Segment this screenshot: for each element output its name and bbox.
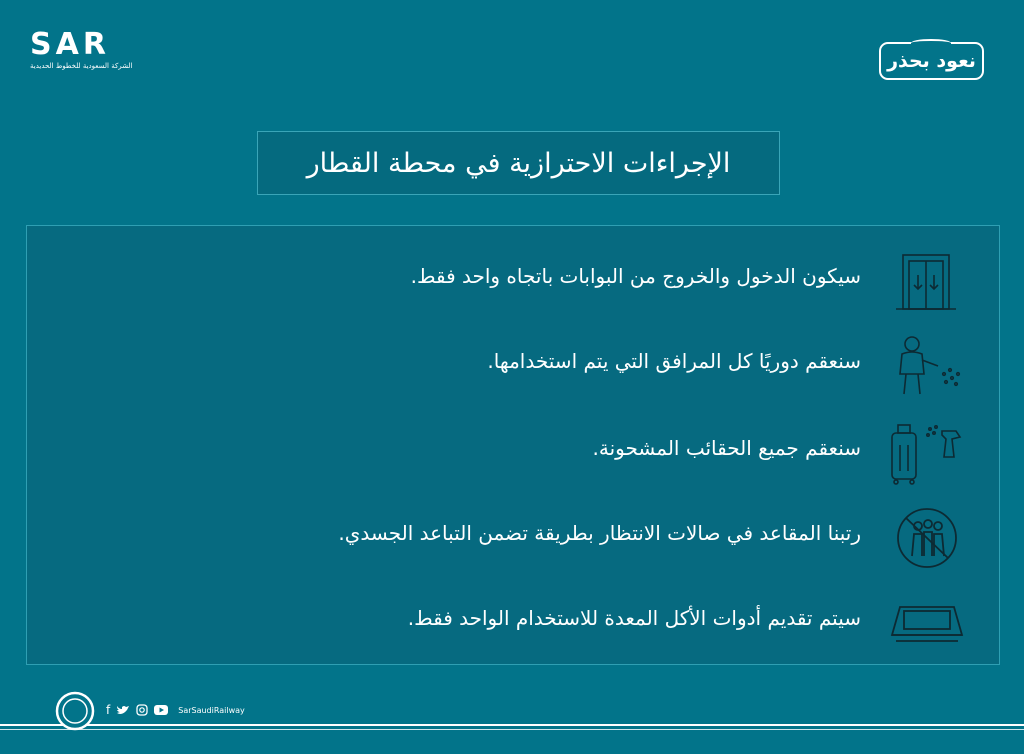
logo-subtitle: الشركة السعودية للخطوط الحديدية xyxy=(30,62,133,70)
list-item xyxy=(27,244,1001,314)
social-handle: SarSaudiRailway xyxy=(178,705,245,715)
footer-divider xyxy=(0,724,1024,726)
footer-divider-thin xyxy=(0,729,1024,730)
gate-icon xyxy=(882,249,972,313)
social-links xyxy=(106,703,245,717)
item-text: سنعقم دوريًا كل المرافق التي يتم استخدامها. xyxy=(487,349,861,373)
food-tray-icon xyxy=(882,591,972,655)
logo-mark: SAR xyxy=(30,27,110,62)
instagram-icon[interactable] xyxy=(136,704,148,716)
page-title: الإجراءات الاحترازية في محطة القطار xyxy=(306,147,731,179)
youtube-icon[interactable] xyxy=(154,705,168,715)
item-text: رتبنا المقاعد في صالات الانتظار بطريقة تضمن التباعد الجسدي. xyxy=(338,521,861,545)
facebook-icon[interactable]: f xyxy=(106,703,111,717)
badge-text: نعود بحذر xyxy=(887,50,976,72)
twitter-icon[interactable] xyxy=(116,704,130,716)
luggage-spray-icon xyxy=(882,421,972,485)
list-item xyxy=(27,501,1001,571)
sanitizer-worker-icon xyxy=(882,334,972,398)
measures-panel xyxy=(26,225,1000,665)
item-text: سنعقم جميع الحقائب المشحونة. xyxy=(592,436,861,460)
campaign-badge xyxy=(879,42,984,80)
page-title-box xyxy=(257,131,780,195)
item-text: سيتم تقديم أدوات الأكل المعدة للاستخدام الواحد فقط. xyxy=(407,606,861,630)
list-item xyxy=(27,329,1001,399)
no-crowd-icon xyxy=(882,506,972,570)
sar-logo xyxy=(30,27,150,70)
ring-logo-icon xyxy=(54,690,96,732)
list-item xyxy=(27,416,1001,486)
list-item xyxy=(27,586,1001,656)
item-text: سيكون الدخول والخروج من البوابات باتجاه واحد فقط. xyxy=(410,264,861,288)
